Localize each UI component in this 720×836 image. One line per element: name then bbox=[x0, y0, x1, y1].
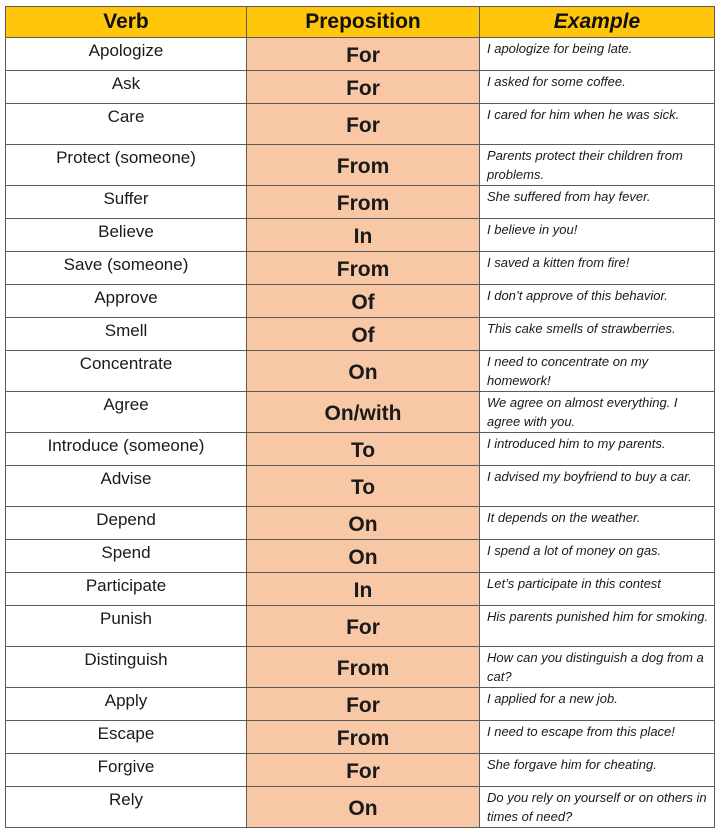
table-row bbox=[6, 252, 715, 285]
table-row bbox=[6, 285, 715, 318]
table-row bbox=[6, 688, 715, 721]
table-row bbox=[6, 787, 715, 828]
table-row bbox=[6, 507, 715, 540]
example-cell: I need to escape from this place! bbox=[480, 721, 715, 754]
verb-cell: Introduce (someone) bbox=[6, 433, 247, 466]
preposition-cell: On/with bbox=[247, 392, 480, 433]
verb-cell: Punish bbox=[6, 606, 247, 647]
preposition-cell: In bbox=[247, 573, 480, 606]
preposition-cell: From bbox=[247, 145, 480, 186]
preposition-cell: For bbox=[247, 688, 480, 721]
verb-cell: Forgive bbox=[6, 754, 247, 787]
preposition-cell: For bbox=[247, 38, 480, 71]
preposition-cell: To bbox=[247, 433, 480, 466]
example-cell: I cared for him when he was sick. bbox=[480, 104, 715, 145]
table-row bbox=[6, 647, 715, 688]
preposition-cell: To bbox=[247, 466, 480, 507]
verb-cell: Smell bbox=[6, 318, 247, 351]
example-cell: Parents protect their children from problems. bbox=[480, 145, 715, 186]
example-cell: We agree on almost everything. I agree with you. bbox=[480, 392, 715, 433]
example-cell: How can you distinguish a dog from a cat? bbox=[480, 647, 715, 688]
preposition-cell: For bbox=[247, 754, 480, 787]
table-row bbox=[6, 351, 715, 392]
example-cell: It depends on the weather. bbox=[480, 507, 715, 540]
verb-cell: Depend bbox=[6, 507, 247, 540]
example-cell: She suffered from hay fever. bbox=[480, 186, 715, 219]
example-cell: I need to concentrate on my homework! bbox=[480, 351, 715, 392]
verb-cell: Protect (someone) bbox=[6, 145, 247, 186]
table-row bbox=[6, 606, 715, 647]
preposition-cell: From bbox=[247, 186, 480, 219]
verb-cell: Concentrate bbox=[6, 351, 247, 392]
example-cell: Do you rely on yourself or on others in times of need? bbox=[480, 787, 715, 828]
example-cell: I introduced him to my parents. bbox=[480, 433, 715, 466]
preposition-cell: For bbox=[247, 606, 480, 647]
verb-cell: Rely bbox=[6, 787, 247, 828]
example-cell: I applied for a new job. bbox=[480, 688, 715, 721]
table-row bbox=[6, 573, 715, 606]
table-row bbox=[6, 104, 715, 145]
header-row bbox=[6, 7, 715, 38]
table-row bbox=[6, 754, 715, 787]
verb-cell: Approve bbox=[6, 285, 247, 318]
preposition-cell: On bbox=[247, 351, 480, 392]
verb-cell: Believe bbox=[6, 219, 247, 252]
preposition-cell: From bbox=[247, 252, 480, 285]
table-row bbox=[6, 433, 715, 466]
example-cell: I don’t approve of this behavior. bbox=[480, 285, 715, 318]
table-row bbox=[6, 318, 715, 351]
verb-cell: Advise bbox=[6, 466, 247, 507]
example-cell: I apologize for being late. bbox=[480, 38, 715, 71]
example-cell: I believe in you! bbox=[480, 219, 715, 252]
table-row bbox=[6, 721, 715, 754]
example-cell: This cake smells of strawberries. bbox=[480, 318, 715, 351]
example-cell: She forgave him for cheating. bbox=[480, 754, 715, 787]
verb-cell: Participate bbox=[6, 573, 247, 606]
header-preposition: Preposition bbox=[247, 7, 480, 38]
verb-cell: Apply bbox=[6, 688, 247, 721]
table-row bbox=[6, 466, 715, 507]
preposition-cell: In bbox=[247, 219, 480, 252]
verb-cell: Escape bbox=[6, 721, 247, 754]
verb-cell: Care bbox=[6, 104, 247, 145]
preposition-cell: From bbox=[247, 647, 480, 688]
example-cell: I saved a kitten from fire! bbox=[480, 252, 715, 285]
table-row bbox=[6, 145, 715, 186]
example-cell: His parents punished him for smoking. bbox=[480, 606, 715, 647]
verb-cell: Distinguish bbox=[6, 647, 247, 688]
table-row bbox=[6, 392, 715, 433]
example-cell: I asked for some coffee. bbox=[480, 71, 715, 104]
preposition-cell: On bbox=[247, 540, 480, 573]
example-cell: Let’s participate in this contest bbox=[480, 573, 715, 606]
verb-cell: Agree bbox=[6, 392, 247, 433]
example-cell: I advised my boyfriend to buy a car. bbox=[480, 466, 715, 507]
table-row bbox=[6, 219, 715, 252]
preposition-cell: For bbox=[247, 104, 480, 145]
example-cell: I spend a lot of money on gas. bbox=[480, 540, 715, 573]
preposition-cell: Of bbox=[247, 285, 480, 318]
table-row bbox=[6, 71, 715, 104]
header-example: Example bbox=[480, 7, 715, 38]
table-row bbox=[6, 540, 715, 573]
preposition-cell: Of bbox=[247, 318, 480, 351]
preposition-cell: For bbox=[247, 71, 480, 104]
header-verb: Verb bbox=[6, 7, 247, 38]
verb-cell: Ask bbox=[6, 71, 247, 104]
table-row bbox=[6, 186, 715, 219]
preposition-cell: On bbox=[247, 507, 480, 540]
verb-preposition-table bbox=[5, 6, 715, 828]
verb-cell: Spend bbox=[6, 540, 247, 573]
verb-cell: Apologize bbox=[6, 38, 247, 71]
verb-cell: Save (someone) bbox=[6, 252, 247, 285]
table-body bbox=[6, 38, 715, 828]
preposition-cell: From bbox=[247, 721, 480, 754]
verb-cell: Suffer bbox=[6, 186, 247, 219]
preposition-cell: On bbox=[247, 787, 480, 828]
table-row bbox=[6, 38, 715, 71]
